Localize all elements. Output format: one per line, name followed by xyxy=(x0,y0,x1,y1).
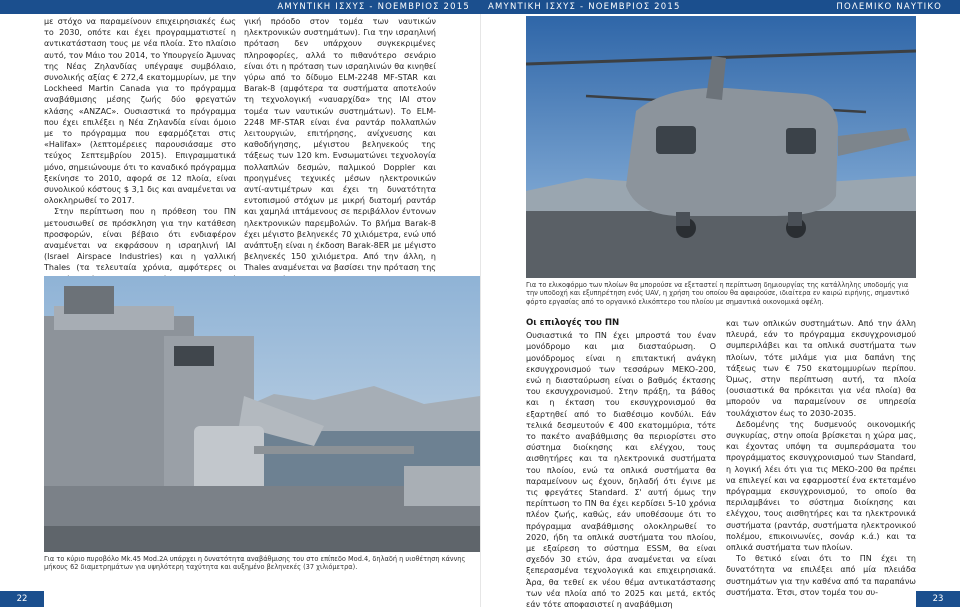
column-2-paragraph-1: γική πρόοδο στον τομέα των ναυτικών ηλεκτρονικών συστημάτων). Για την ισραηλινή πρόταση δεν υπάρχουν συγκεκριμένες πληροφορίες, αλλά το πιθανότερο σενάριο είναι ότι η πρόταση των ισραηλινών θα κινηθεί γύρω από το δίδυμο ELM-2248 MF-STAR και Barak-8 (αμφότερα τα συστήματα αποτελούν τη τεχνολογική «ναυαρχίδα» της IAI στον τομέα των ναυτικών συστημάτων). Το ELM-2248 MF-STAR είναι ένα ραντάρ πολλαπλών λειτουργιών, επιτήρησης, ανίχνευσης και καθοδήγησης, μέγιστου βεληνεκούς της τάξεως των 120 km. Ενσωματώνει τεχνολογία πολλαπλών δεσμών, παλμικού Doppler και προηγμένες τεχνικές μέσων ηλεκτρονικών αντί-αντιμέτρων και έχει τη δυνατότητα εντοπισμού στόχων με μικρή διατομή ραντάρ και χαμηλά ιπτάμενους σε περιβάλλον έντονων ηλεκτρονικών παρεμβολών. Το βλήμα Barak-8 έχει μέγιστο βεληνεκές 70 χιλιόμετρα, ενώ υπό ανάπτυξη είναι η έκδοση Barak-8ER με μέγιστο βεληνεκές 150 χιλιόμετρα. Από την άλλη, η Thales αναμένεται να βασίσει την πρόταση της xyxy=(244,17,436,273)
left-page-number-tab xyxy=(0,591,44,607)
right-header-band xyxy=(480,0,960,14)
column-4 xyxy=(726,318,916,598)
column-3 xyxy=(526,318,716,610)
column-1 xyxy=(44,16,236,296)
column-1-paragraph-2: Στην περίπτωση που η πρόθεση του ΠΝ μετουσιωθεί σε πρόσκληση για την κατάθεση προσφορών, είναι βέβαιο ότι ενδιαφέρον αναμένεται να εκφράσουν η ισραηλινή IAI (Israel Airspace Industries) και η γαλλική Thales (τα τελευταία χρόνια, αμφότερες οι xyxy=(44,207,236,273)
publication-title-right: ΑΜΥΝΤΙΚΗ ΙΣΧΥΣ - ΝΟΕΜΒΡΙΟΣ 2015 xyxy=(488,2,681,12)
section-heading: Οι επιλογές του ΠΝ xyxy=(526,318,620,328)
helicopter-illustration xyxy=(526,16,916,278)
section-title: ΠΟΛΕΜΙΚΟ ΝΑΥΤΙΚΟ xyxy=(836,2,942,12)
right-page-number-tab xyxy=(916,591,960,607)
left-page-number: 22 xyxy=(16,594,28,604)
ship-photo xyxy=(44,276,480,552)
publication-title: ΑΜΥΝΤΙΚΗ ΙΣΧΥΣ - ΝΟΕΜΒΡΙΟΣ 2015 xyxy=(277,2,470,12)
column-3-paragraph-1: Ουσιαστικά το ΠΝ έχει μπροστά του έναν μονόδρομο και μια διασταύρωση. Ο μονόδρομος είναι η επιτακτική ανάγκη εκσυγχρονισμού των τεσσάρων MEKO-200, ενώ η διασταύρωση είναι ο βαθμός έκτασης του εκσυγχρονισμού. Στην πράξη, τα βάθος και η έκταση του εκσυγχρονισμού θα εξαρτηθεί από το διαθέσιμο κονδύλι. Εάν τελικά δεσμευτούν € 400 εκατομμύρια, τότε το πακέτο αναβάθμισης θα περιορίστει στο σύστημα διοίκησης και ελέγχου, τους αισθητήρες και τα ηλεκτρονικά συστήματα του πλοίου, ενώ τα οπλικά συστήματα θα παραμείνουν ως έχουν, δηλαδή ότι έγινε με τις φρεγάτες Standard. Σ' αυτή όμως την περίπτωση το ΠΝ θα έχει κερδίσει 5-10 χρόνια πλέον ζωής, καθώς, εάν υποθέσουμε ότι το πρόγραμμα αναβάθμισης ολοκληρωθεί το 2020, ήδη τα οπλικά συστήματα του πλοίου, με εξαίρεση το σύστημα ESSM, θα είναι σχεδόν 30 ετών, άρα αναμένεται να είναι ξεπερασμένα τεχνολογικά και επιχειρησιακά. Άρα, θα τεθεί εκ νέου θέμα αντικατάστασης των νέα πλοία από το 2025 και μετά, εκτός εάν τότε αποφασιστεί η αναβάθμιση xyxy=(526,331,716,610)
column-2 xyxy=(244,16,436,285)
helicopter-caption: Για το ελικοφόρμο των πλοίων θα μπορούσε να εξεταστεί η περίπτωση δημιουργίας της κατάλληλης υποδομής για την υποδοχή και εξυπηρέτηση ενός UAV, η χρήση του οποίου θα αφαιρούσε, ιδιαίτερα εν καιρώ ειρήνης, σημαντικό φόρτο εργασίας από το οργανικό ελικόπτερο του πλοίου με σημαντικά οικονομικά οφέλη. xyxy=(526,281,910,306)
helicopter-photo xyxy=(526,16,916,278)
ship-illustration xyxy=(44,276,480,552)
column-4-paragraph-3: Το θετικό είναι ότι το ΠΝ έχει τη δυνατότητα να επιλέξει από μία πλειάδα συστημάτων για την καθένα από τα παραπάνω συστήματα. Έτσι, στον τομέα του συ- xyxy=(726,554,916,597)
left-header-band xyxy=(0,0,480,14)
column-4-paragraph-1: και των οπλικών συστημάτων. Από την άλλη πλευρά, εάν το πρόγραμμα εκσυγχρονισμού συμπεριλάβει και τα οπλικά συστήματα των πλοίων, τότε μιλάμε για μια δαπάνη της τάξεως των € 750 εκατομμυρίων περίπου. Όμως, στην περίπτωση αυτή, τα πλοία (ουσιαστικά θα πρόκειται για νέα πλοία) θα μπορούν να παραμείνουν σε υπηρεσία τουλάχιστον έως το 2030-2035. xyxy=(726,319,916,418)
right-page-number: 23 xyxy=(932,594,944,604)
page-gutter xyxy=(480,14,481,607)
column-1-paragraph-1: με στόχο να παραμείνουν επιχειρησιακές έως το 2030, οπότε και έχει προγραμματιστεί η αντικατάσταση τους με νέα πλοία. Στο πλαίσιο αυτό, τον Μάιο του 2014, το Υπουργείο Άμυνας της Νέας Ζηλανδίας υπέγραψε συμβόλαιο, συνολικής αξίας € 272,4 εκατομμυρίων, με την Lockheed Martin Canada για το πρόγραμμα αναβάθμισης μέσης ζωής δύο φρεγατών κλάσης «ANZAC». Ουσιαστικά το πρόγραμμα που έχει επιλέξει η Νέα Ζηλανδία είναι όμοιο με το πρόγραμμα που εφαρμόζεται στις «Halifax» (λεπτομέρειες παρουσιάσαμε στο τεύχος Σεπτεμβρίου 2015). Επιγραμματικά μόνο, σημειώνουμε ότι το καναδικό πρόγραμμα ξεκίνησε το 2010, αφορά σε 12 πλοία, είναι συνολικού κόστους $ 3,1 δις και αναμένεται να ολοκληρωθεί το 2017. xyxy=(44,17,236,206)
ship-caption: Για το κύριο πυροβόλο Mk.45 Mod.2A υπάρχει η δυνατότητα αναβάθμισης του στο επίπεδο Mod.4, δηλαδή η υιοθέτηση κάννης μήκους 62 διαμετρημάτων για υψηλότερη ταχύτητα και αυξημένο βεληνεκές (37 χιλιόμετρα). xyxy=(44,555,466,572)
column-4-paragraph-2: Δεδομένης της δυσμενούς οικονομικής συγκυρίας, στην οποία βρίσκεται η χώρα μας, και έχοντας υπόψη τα συμπεράσματα του προγράμματος εκσυγχρονισμού των Standard, η λογική λέει ότι για τις MEKO-200 θα πρέπει να επιλεγεί και να εφαρμοστεί ένα εκτεταμένο πρόγραμμα εκσυγχρονισμού, το οποίο θα περιλαμβάνει το σύστημα διοίκησης και ελέγχου, τους αισθητήρες και τα ηλεκτρονικά συστήματα (ραντάρ, συστήματα ηλεκτρονικού πολέμου, επικοινωνίες, σονάρ κ.ά.) και τα οπλικά συστήματα των πλοίων. xyxy=(726,419,916,553)
